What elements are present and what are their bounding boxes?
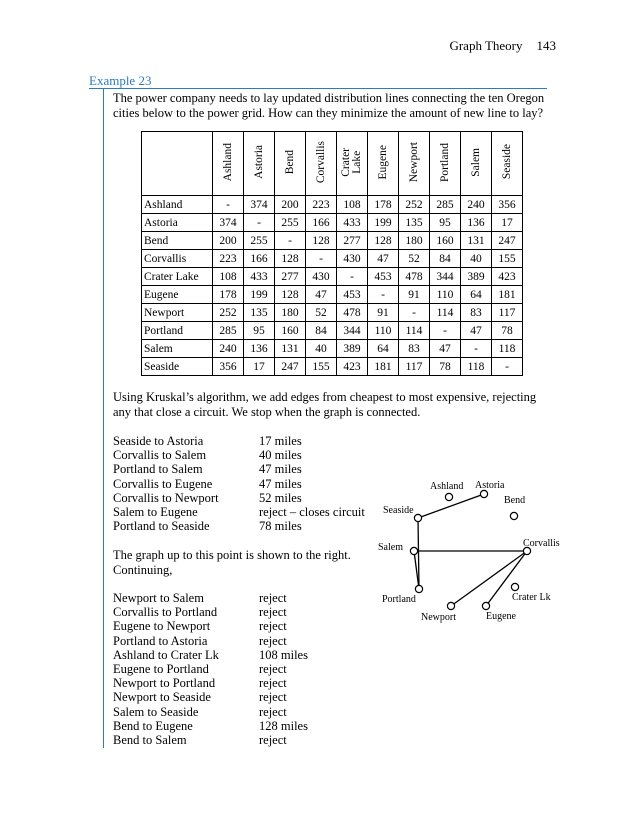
distance-cell: 160 — [430, 232, 461, 250]
step-edge: Newport to Portland — [113, 676, 216, 691]
step-row — [113, 477, 365, 491]
distance-cell: 64 — [461, 286, 492, 304]
step-row — [113, 505, 365, 519]
distance-cell: 344 — [337, 322, 368, 340]
page-number: 143 — [536, 38, 556, 53]
distance-cell: 166 — [244, 250, 275, 268]
distance-cell: 84 — [430, 250, 461, 268]
distance-cell: 356 — [492, 196, 523, 214]
graph-label-newport: Newport — [421, 612, 456, 623]
step-row — [113, 733, 308, 747]
distance-cell: 433 — [337, 214, 368, 232]
row-label: Eugene — [142, 286, 213, 304]
step-result: 47 miles — [259, 462, 302, 477]
distance-cell: 389 — [461, 268, 492, 286]
graph-node-bend — [510, 512, 517, 519]
distance-cell: 155 — [492, 250, 523, 268]
column-header: Ashland — [213, 132, 244, 196]
step-row — [113, 448, 365, 462]
graph-node-crater — [511, 583, 518, 590]
distance-cell: 135 — [244, 304, 275, 322]
table-header-row — [142, 132, 523, 196]
distance-cell: 223 — [306, 196, 337, 214]
distance-cell: 180 — [399, 232, 430, 250]
distance-cell: 252 — [399, 196, 430, 214]
column-header: Portland — [430, 132, 461, 196]
row-label: Crater Lake — [142, 268, 213, 286]
distance-cell: 40 — [306, 340, 337, 358]
step-edge: Eugene to Newport — [113, 619, 211, 634]
distance-cell: 200 — [213, 232, 244, 250]
step-edge: Eugene to Portland — [113, 662, 209, 677]
column-header: Seaside — [492, 132, 523, 196]
distance-cell: 277 — [337, 232, 368, 250]
step-edge: Newport to Seaside — [113, 690, 211, 705]
distance-cell: 344 — [430, 268, 461, 286]
distance-cell: 84 — [306, 322, 337, 340]
distance-cell: 199 — [244, 286, 275, 304]
distance-cell: - — [368, 286, 399, 304]
distance-cell: 47 — [368, 250, 399, 268]
step-result: reject — [259, 690, 287, 705]
step-row — [113, 619, 308, 633]
step-result: reject — [259, 733, 287, 748]
step-row — [113, 648, 308, 662]
step-edge: Corvallis to Newport — [113, 490, 219, 505]
table-row — [142, 322, 523, 340]
step-row — [113, 519, 365, 533]
distance-cell: 166 — [306, 214, 337, 232]
distance-cell: 285 — [213, 322, 244, 340]
distance-cell: 128 — [306, 232, 337, 250]
step-result: reject — [259, 662, 287, 677]
graph-label-ashland: Ashland — [430, 481, 464, 492]
graph-caption: The graph up to this point is shown to the right. Continuing, — [113, 548, 351, 577]
step-row — [113, 605, 308, 619]
kruskal-paragraph: Using Kruskal’s algorithm, we add edges from cheapest to most expensive, rejecting any that close a circuit. We stop when the graph is connected. — [113, 390, 537, 419]
step-row — [113, 491, 365, 505]
distance-cell: 17 — [244, 358, 275, 376]
column-header: Bend — [275, 132, 306, 196]
distance-cell: 155 — [306, 358, 337, 376]
step-row — [113, 690, 308, 704]
distance-cell: 52 — [306, 304, 337, 322]
distance-cell: 423 — [337, 358, 368, 376]
step-row — [113, 462, 365, 476]
section-title: Graph Theory — [449, 38, 523, 53]
step-edge: Seaside to Astoria — [113, 434, 204, 448]
distance-cell: 374 — [213, 214, 244, 232]
step-row — [113, 705, 308, 719]
distance-cell: - — [399, 304, 430, 322]
row-label: Seaside — [142, 358, 213, 376]
column-header: Crater Lake — [337, 132, 368, 196]
step-result: reject — [259, 591, 287, 605]
distance-cell: 453 — [337, 286, 368, 304]
distance-cell: 110 — [368, 322, 399, 340]
distance-cell: 47 — [430, 340, 461, 358]
table-corner-cell — [142, 132, 213, 196]
distance-cell: 223 — [213, 250, 244, 268]
step-result: 52 miles — [259, 490, 302, 505]
step-row — [113, 591, 308, 605]
distance-cell: 247 — [492, 232, 523, 250]
table-row — [142, 358, 523, 376]
graph-node-seaside — [414, 514, 421, 521]
distance-cell: 118 — [492, 340, 523, 358]
row-label: Salem — [142, 340, 213, 358]
graph-label-portland: Portland — [382, 594, 416, 605]
step-row — [113, 662, 308, 676]
distance-cell: 255 — [275, 214, 306, 232]
distance-cell: 199 — [368, 214, 399, 232]
steps-list-first — [113, 434, 365, 533]
column-header: Newport — [399, 132, 430, 196]
distance-cell: 83 — [461, 304, 492, 322]
table-row — [142, 340, 523, 358]
distance-cell: - — [213, 196, 244, 214]
distance-cell: 430 — [337, 250, 368, 268]
row-label: Corvallis — [142, 250, 213, 268]
step-edge: Corvallis to Salem — [113, 448, 207, 463]
step-result: reject — [259, 619, 287, 634]
distance-cell: - — [430, 322, 461, 340]
distance-table — [141, 131, 523, 376]
distance-cell: 478 — [399, 268, 430, 286]
step-edge: Bend to Salem — [113, 733, 187, 748]
distance-cell: 118 — [461, 358, 492, 376]
graph-label-corvallis: Corvallis — [523, 538, 560, 549]
distance-cell: 240 — [461, 196, 492, 214]
distance-cell: 95 — [244, 322, 275, 340]
distance-cell: 181 — [492, 286, 523, 304]
step-edge: Portland to Seaside — [113, 519, 210, 534]
step-row — [113, 719, 308, 733]
distance-cell: 240 — [213, 340, 244, 358]
distance-cell: 136 — [461, 214, 492, 232]
graph-label-bend: Bend — [504, 495, 526, 506]
graph-node-newport — [447, 602, 454, 609]
spanning-tree-graph — [370, 470, 580, 630]
step-edge: Salem to Eugene — [113, 505, 198, 520]
distance-cell: - — [275, 232, 306, 250]
table-row — [142, 250, 523, 268]
table-row — [142, 268, 523, 286]
graph-node-eugene — [482, 602, 489, 609]
distance-cell: 131 — [461, 232, 492, 250]
distance-cell: 64 — [368, 340, 399, 358]
distance-cell: 430 — [306, 268, 337, 286]
distance-cell: 128 — [275, 250, 306, 268]
step-result: 17 miles — [259, 434, 302, 448]
step-result: reject — [259, 633, 287, 648]
table-row — [142, 196, 523, 214]
table-row — [142, 232, 523, 250]
graph-label-astoria: Astoria — [475, 480, 505, 491]
step-edge: Ashland to Crater Lk — [113, 647, 219, 662]
distance-cell: 78 — [430, 358, 461, 376]
column-header: Eugene — [368, 132, 399, 196]
distance-cell: 114 — [430, 304, 461, 322]
distance-cell: 83 — [399, 340, 430, 358]
distance-cell: 478 — [337, 304, 368, 322]
step-result: reject – closes circuit — [259, 505, 365, 520]
distance-cell: 247 — [275, 358, 306, 376]
distance-cell: 91 — [399, 286, 430, 304]
column-header: Corvallis — [306, 132, 337, 196]
distance-cell: 131 — [275, 340, 306, 358]
distance-cell: 178 — [213, 286, 244, 304]
distance-cell: 136 — [244, 340, 275, 358]
distance-cell: - — [461, 340, 492, 358]
column-header: Astoria — [244, 132, 275, 196]
step-edge: Bend to Eugene — [113, 718, 193, 733]
step-edge: Corvallis to Portland — [113, 605, 218, 620]
step-row — [113, 676, 308, 690]
intro-paragraph: The power company needs to lay updated distribution lines connecting the ten Oregon cities below to the power grid. How can they minimize the amount of new line to lay? — [113, 91, 545, 120]
graph-label-crater: Crater Lk — [512, 592, 551, 603]
distance-cell: 91 — [368, 304, 399, 322]
distance-cell: 181 — [368, 358, 399, 376]
distance-cell: 117 — [492, 304, 523, 322]
step-result: 108 miles — [259, 647, 308, 662]
distance-cell: 128 — [275, 286, 306, 304]
distance-cell: 17 — [492, 214, 523, 232]
step-result: reject — [259, 605, 287, 620]
steps-list-second — [113, 591, 308, 747]
row-label: Bend — [142, 232, 213, 250]
step-edge: Portland to Salem — [113, 462, 203, 477]
example-title: Example 23 — [89, 73, 152, 88]
distance-cell: - — [492, 358, 523, 376]
table-body — [142, 196, 523, 376]
graph-node-ashland — [445, 493, 452, 500]
distance-cell: 277 — [275, 268, 306, 286]
distance-cell: 135 — [399, 214, 430, 232]
distance-cell: - — [337, 268, 368, 286]
distance-cell: 95 — [430, 214, 461, 232]
step-edge: Portland to Astoria — [113, 633, 208, 648]
distance-cell: 285 — [430, 196, 461, 214]
distance-cell: 47 — [461, 322, 492, 340]
distance-cell: 200 — [275, 196, 306, 214]
distance-cell: 252 — [213, 304, 244, 322]
page-header — [449, 38, 556, 54]
distance-cell: 128 — [368, 232, 399, 250]
distance-cell: 117 — [399, 358, 430, 376]
step-edge: Salem to Seaside — [113, 704, 199, 719]
step-result: reject — [259, 704, 287, 719]
graph-node-astoria — [480, 490, 487, 497]
distance-cell: 114 — [399, 322, 430, 340]
distance-cell: 40 — [461, 250, 492, 268]
step-edge: Corvallis to Eugene — [113, 476, 213, 491]
step-row — [113, 634, 308, 648]
distance-cell: 255 — [244, 232, 275, 250]
distance-cell: 453 — [368, 268, 399, 286]
step-result: 78 miles — [259, 519, 302, 534]
step-edge: Newport to Salem — [113, 591, 204, 605]
distance-cell: 108 — [337, 196, 368, 214]
step-row — [113, 434, 365, 448]
distance-cell: 47 — [306, 286, 337, 304]
distance-cell: 356 — [213, 358, 244, 376]
graph-label-eugene: Eugene — [486, 611, 516, 622]
example-rule-vertical — [103, 88, 104, 748]
row-label: Newport — [142, 304, 213, 322]
table-row — [142, 286, 523, 304]
distance-cell: - — [306, 250, 337, 268]
distance-cell: 433 — [244, 268, 275, 286]
row-label: Ashland — [142, 196, 213, 214]
graph-label-seaside: Seaside — [383, 505, 414, 516]
distance-cell: 423 — [492, 268, 523, 286]
distance-cell: - — [244, 214, 275, 232]
distance-cell: 52 — [399, 250, 430, 268]
step-result: 40 miles — [259, 448, 302, 463]
distance-cell: 110 — [430, 286, 461, 304]
step-result: reject — [259, 676, 287, 691]
table-row — [142, 214, 523, 232]
column-header: Salem — [461, 132, 492, 196]
graph-node-portland — [415, 585, 422, 592]
distance-cell: 160 — [275, 322, 306, 340]
example-rule-horizontal — [89, 88, 547, 89]
distance-cell: 108 — [213, 268, 244, 286]
distance-cell: 389 — [337, 340, 368, 358]
distance-cell: 78 — [492, 322, 523, 340]
graph-label-salem: Salem — [378, 542, 403, 553]
step-result: 128 miles — [259, 718, 308, 733]
graph-node-salem — [410, 547, 417, 554]
distance-cell: 180 — [275, 304, 306, 322]
distance-cell: 374 — [244, 196, 275, 214]
row-label: Astoria — [142, 214, 213, 232]
step-result: 47 miles — [259, 476, 302, 491]
table-row — [142, 304, 523, 322]
distance-cell: 178 — [368, 196, 399, 214]
row-label: Portland — [142, 322, 213, 340]
